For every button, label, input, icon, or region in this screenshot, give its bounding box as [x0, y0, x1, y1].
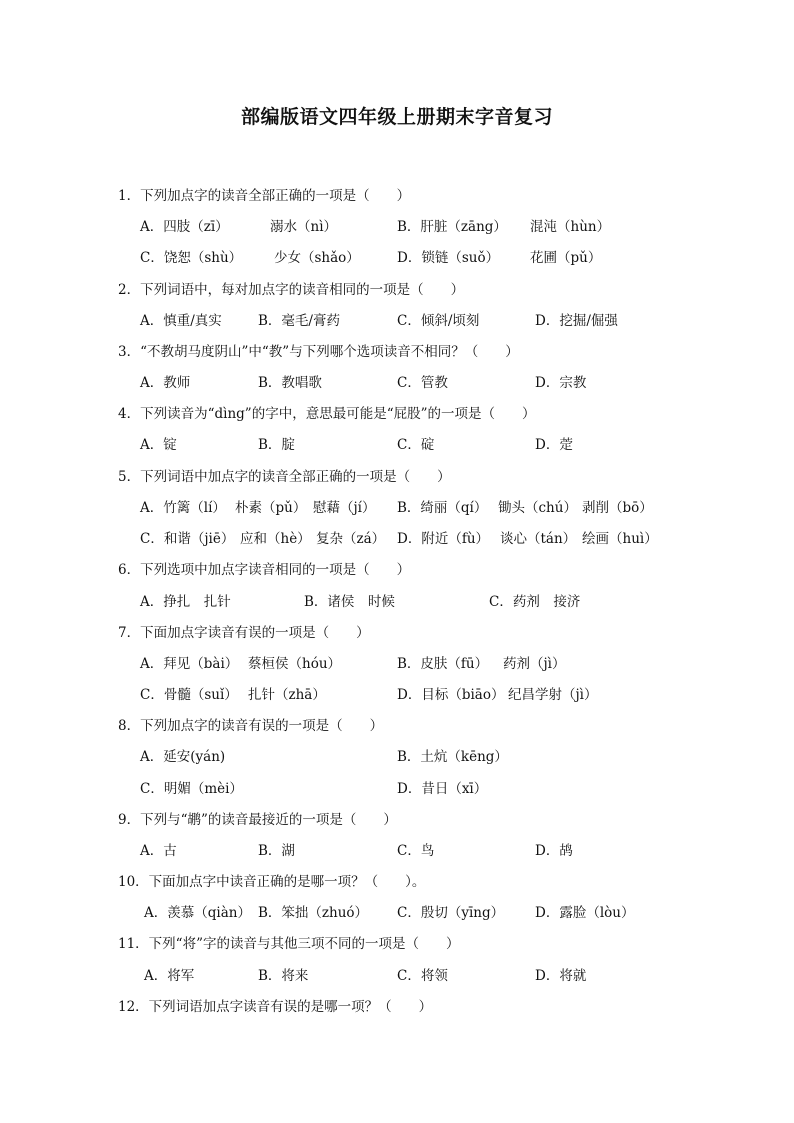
question-4-stem: 4．下列读音为“dìng”的字中，意思最可能是“屁股”的一项是（ ） — [118, 406, 536, 422]
question-1-stem: 1．下列加点字的读音全部正确的一项是（ ） — [118, 188, 411, 204]
option-b: B．诸侯 时候 — [304, 594, 395, 610]
option-a: A．慎重/真实 — [140, 313, 222, 329]
option-c: C．饶恕（shù） — [140, 250, 243, 266]
option-a: A．延安(yán) — [140, 749, 226, 765]
question-5-stem: 5．下列词语中加点字的读音全部正确的一项是（ ） — [118, 469, 451, 485]
option-c-part-2: 少女（shǎo） — [274, 250, 360, 266]
option-c: C．碇 — [397, 437, 435, 453]
option-d-part-2: 花圃（pǔ） — [530, 250, 602, 266]
option-c: C．药剂 接济 — [489, 594, 581, 610]
option-b-part-3: 剥削（bō） — [582, 500, 653, 516]
question-8-stem: 8．下列加点字的读音有误的一项是（ ） — [118, 718, 384, 734]
option-a: A．竹篱（lí） — [140, 500, 226, 516]
option-b-part-2: 混沌（hùn） — [530, 219, 611, 235]
question-12-stem: 12．下列词语加点字读音有误的是哪一项？（ ） — [118, 999, 433, 1015]
option-a: A．羡慕（qiàn） — [144, 905, 251, 921]
option-d: D．宗教 — [535, 375, 587, 391]
option-c-part-3: 复杂（zá） — [316, 531, 386, 547]
option-d: D．挖掘/倔强 — [535, 313, 618, 329]
option-d: D．鸪 — [535, 843, 573, 859]
option-c: C．明媚（mèi） — [140, 781, 243, 797]
option-c: C．骨髓（suǐ） — [140, 687, 238, 703]
option-b: B．将来 — [258, 968, 309, 984]
option-a: A．将军 — [144, 968, 195, 984]
option-d: D．锁链（suǒ） — [397, 250, 500, 266]
option-b-part-2: 药剂（jì） — [503, 656, 566, 672]
option-d: D．露脸（lòu） — [535, 905, 635, 921]
option-a: A．拜见（bài） — [140, 656, 239, 672]
option-b: B．教唱歌 — [258, 375, 322, 391]
question-10-stem: 10．下面加点字中读音正确的是哪一项？（ ）。 — [118, 874, 426, 890]
option-c-part-2: 应和（hè） — [240, 531, 311, 547]
option-c: C．鸟 — [397, 843, 435, 859]
option-a: A．古 — [140, 843, 177, 859]
option-b-part-2: 锄头（chú） — [498, 500, 577, 516]
option-d-part-2: 纪昌学射（jì） — [508, 687, 598, 703]
question-9-stem: 9．下列与“鹕”的读音最接近的一项是（ ） — [118, 812, 397, 828]
option-d: D．目标（biāo） — [397, 687, 505, 703]
option-b: B．皮肤（fū） — [397, 656, 489, 672]
option-c: C．和谐（jiē） — [140, 531, 235, 547]
question-6-stem: 6．下列选项中加点字读音相同的一项是（ ） — [118, 562, 411, 578]
question-7-stem: 7．下面加点字读音有误的一项是（ ） — [118, 625, 370, 641]
question-3-stem: 3．“不教胡马度阴山”中“教”与下列哪个选项读音不相同？（ ） — [118, 344, 519, 360]
option-a-part-2: 蔡桓侯（hóu） — [248, 656, 342, 672]
option-b: B．毫毛/膏药 — [258, 313, 340, 329]
option-d: D．昔日（xī） — [397, 781, 488, 797]
option-c: C．倾斜/顷刻 — [397, 313, 480, 329]
option-d: D．萣 — [535, 437, 573, 453]
option-c: C．管教 — [397, 375, 448, 391]
option-d: D．将就 — [535, 968, 587, 984]
option-a-part-2: 朴素（pǔ） — [235, 500, 307, 516]
option-a-part-3: 慰藉（jí） — [313, 500, 376, 516]
question-11-stem: 11．下列“将”字的读音与其他三项不同的一项是（ ） — [118, 936, 460, 952]
option-c-part-2: 扎针（zhā） — [248, 687, 326, 703]
option-a-part-2: 溺水（nì） — [270, 219, 338, 235]
option-b: B．绮丽（qí） — [397, 500, 488, 516]
option-a: A．锭 — [140, 437, 177, 453]
option-c: C．将领 — [397, 968, 448, 984]
question-2-stem: 2．下列词语中，每对加点字的读音相同的一项是（ ） — [118, 282, 465, 298]
option-a: A．挣扎 扎针 — [140, 594, 231, 610]
option-b: B．笨拙（zhuó） — [258, 905, 369, 921]
option-b: B．肝脏（zāng） — [397, 219, 507, 235]
option-c: C．殷切（yīng） — [397, 905, 505, 921]
page-title: 部编版语文四年级上册期末字音复习 — [240, 106, 553, 128]
option-b: B．腚 — [258, 437, 295, 453]
option-d-part-3: 绘画（huì） — [582, 531, 658, 547]
option-b: B．湖 — [258, 843, 295, 859]
option-a: A．四肢（zī） — [140, 219, 229, 235]
option-d: D．附近（fù） — [397, 531, 490, 547]
option-a: A．教师 — [140, 375, 191, 391]
option-d-part-2: 谈心（tán） — [500, 531, 577, 547]
option-b: B．土炕（kēng） — [397, 749, 508, 765]
